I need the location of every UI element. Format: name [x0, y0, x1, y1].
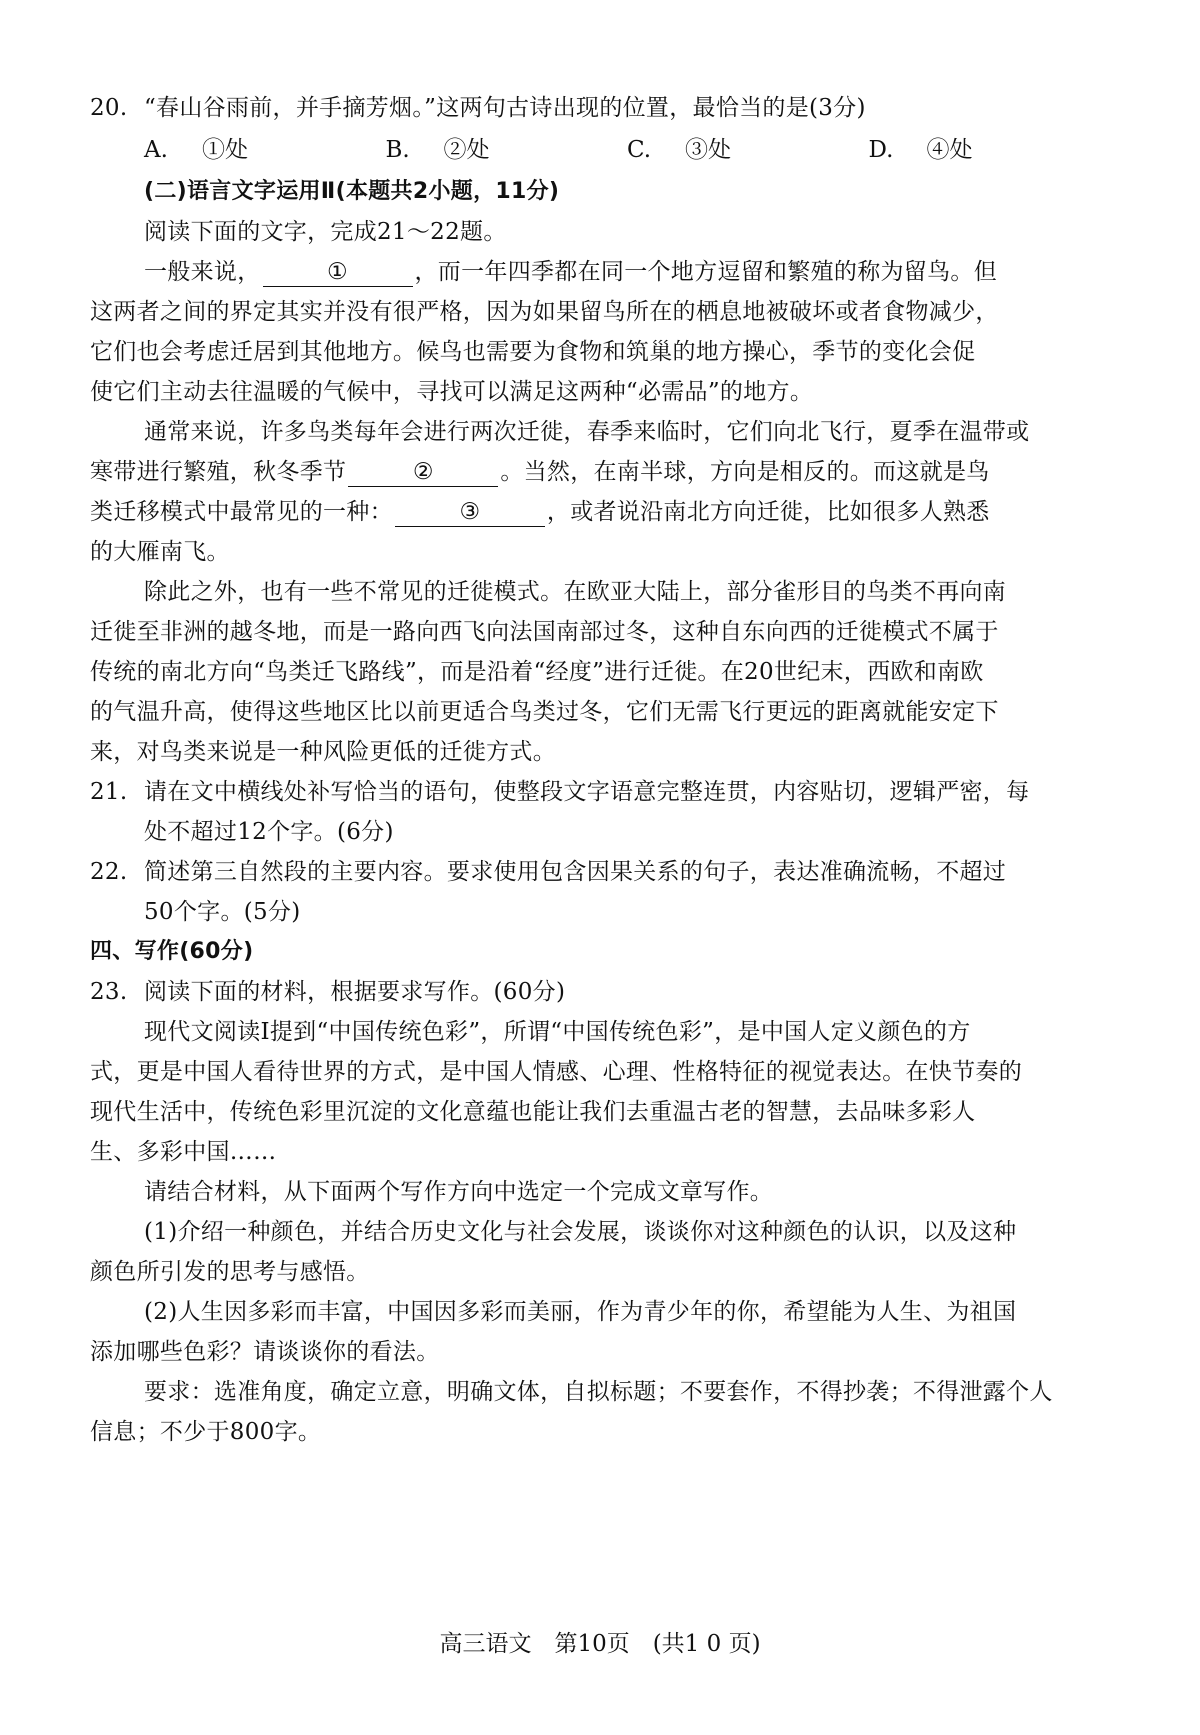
question-number: 23. — [90, 979, 128, 1005]
question-text: 50个字。(5分) — [144, 899, 301, 925]
material-line: 式，更是中国人看待世界的方式，是中国人情感、心理、性格特征的视觉表达。在快节奏的 — [90, 1059, 1022, 1085]
passage-paragraph-2 — [90, 412, 1110, 572]
passage-line: 的气温升高，使得这些地区比以前更适合鸟类过冬，它们无需飞行更远的距离就能安定下 — [90, 699, 999, 725]
passage-line: 一般来说， ① ，而一年四季都在同一个地方逗留和繁殖的称为留鸟。但 — [144, 259, 997, 285]
writing-option-1-cont: 颜色所引发的思考与感悟。 — [90, 1259, 370, 1285]
section-heading-writing: 四、写作(60分) — [90, 939, 254, 964]
writing-requirements-cont: 信息；不少于800字。 — [90, 1419, 322, 1445]
question-number: 21. — [90, 779, 128, 805]
material-line: 生、多彩中国…… — [90, 1139, 277, 1165]
question-23 — [90, 972, 1110, 1452]
question-20 — [90, 88, 1110, 128]
passage-line: 通常来说，许多鸟类每年会进行两次迁徙，春季来临时，它们向北飞行，夏季在温带或 — [144, 419, 1030, 445]
question-text: 阅读下面的材料，根据要求写作。(60分) — [144, 979, 566, 1005]
passage-line: 来，对鸟类来说是一种风险更低的迁徙方式。 — [90, 739, 556, 765]
passage-line: 类迁移模式中最常见的一种： ③ ，或者说沿南北方向迁徙，比如很多人熟悉 — [90, 499, 990, 525]
answer-options — [90, 128, 1110, 172]
material-line: 现代生活中，传统色彩里沉淀的文化意蕴也能让我们去重温古老的智慧，去品味多彩人 — [90, 1099, 976, 1125]
page-footer: 高三语文 第10页 (共1 0 页) — [439, 1631, 761, 1657]
question-text: 简述第三自然段的主要内容。要求使用包含因果关系的句子，表达准确流畅，不超过 — [144, 859, 1007, 885]
passage-line: 这两者之间的界定其实并没有很严格，因为如果留鸟所在的栖息地被破坏或者食物减少， — [90, 299, 999, 325]
question-21 — [90, 772, 1110, 852]
material-line: 现代文阅读Ⅰ提到“中国传统色彩”，所谓“中国传统色彩”，是中国人定义颜色的方 — [144, 1019, 971, 1045]
section-heading-language-use: (二)语言文字运用Ⅱ(本题共2小题，11分) — [144, 179, 560, 204]
passage-line: 使它们主动去往温暖的气候中，寻找可以满足这两种“必需品”的地方。 — [90, 379, 814, 405]
passage-paragraph-1 — [90, 252, 1110, 412]
writing-instruction: 请结合材料，从下面两个写作方向中选定一个完成文章写作。 — [144, 1179, 774, 1205]
passage-paragraph-3 — [90, 572, 1110, 772]
writing-option-2-cont: 添加哪些色彩？请谈谈你的看法。 — [90, 1339, 440, 1365]
passage-line: 传统的南北方向“鸟类迁飞路线”，而是沿着“经度”进行迁徙。在20世纪末，西欧和南欧 — [90, 659, 984, 685]
reading-intro: 阅读下面的文字，完成21～22题。 — [144, 219, 507, 245]
passage-line: 它们也会考虑迁居到其他地方。候鸟也需要为食物和筑巢的地方操心，季节的变化会促 — [90, 339, 976, 365]
passage-line: 除此之外，也有一些不常见的迁徙模式。在欧亚大陆上，部分雀形目的鸟类不再向南 — [144, 579, 1007, 605]
question-number: 22. — [90, 859, 128, 885]
question-text: “春山谷雨前，并手摘芳烟。”这两句古诗出现的位置，最恰当的是(3分) — [144, 95, 866, 121]
exam-page — [90, 88, 1110, 1452]
option-c[interactable]: C. ③处 — [627, 137, 731, 163]
question-number: 20. — [90, 95, 128, 121]
writing-option-2: (2)人生因多彩而丰富，中国因多彩而美丽，作为青少年的你，希望能为人生、为祖国 — [144, 1299, 1017, 1325]
question-text: 请在文中横线处补写恰当的语句，使整段文字语意完整连贯，内容贴切，逻辑严密，每 — [144, 779, 1030, 805]
question-22 — [90, 852, 1110, 932]
fill-blank-3[interactable]: ③ — [395, 498, 545, 527]
passage-line: 的大雁南飞。 — [90, 539, 230, 565]
passage-line: 寒带进行繁殖，秋冬季节 ② 。当然，在南半球，方向是相反的。而这就是鸟 — [90, 459, 990, 485]
option-d[interactable]: D. ④处 — [868, 137, 973, 163]
fill-blank-2[interactable]: ② — [348, 458, 498, 487]
option-b[interactable]: B. ②处 — [385, 137, 490, 163]
fill-blank-1[interactable]: ① — [263, 258, 413, 287]
writing-requirements: 要求：选准角度，确定立意，明确文体，自拟标题；不要套作，不得抄袭；不得泄露个人 — [144, 1379, 1053, 1405]
writing-option-1: (1)介绍一种颜色，并结合历史文化与社会发展，谈谈你对这种颜色的认识，以及这种 — [144, 1219, 1017, 1245]
passage-line: 迁徙至非洲的越冬地，而是一路向西飞向法国南部过冬，这种自东向西的迁徙模式不属于 — [90, 619, 999, 645]
question-text: 处不超过12个字。(6分) — [144, 819, 394, 845]
option-a[interactable]: A. ①处 — [144, 137, 248, 163]
